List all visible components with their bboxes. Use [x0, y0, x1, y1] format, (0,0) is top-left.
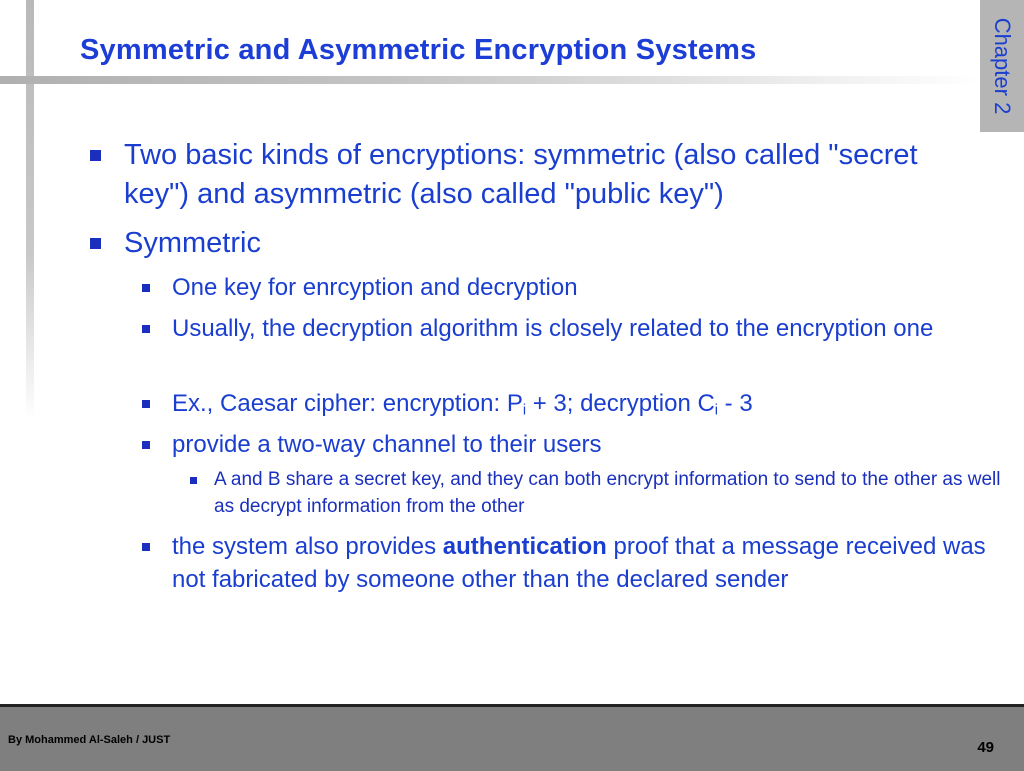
footer-author: By Mohammed Al-Saleh / JUST	[8, 734, 171, 746]
caesar-example-prefix: Ex., Caesar cipher: encryption: P	[172, 390, 523, 417]
bullet-square-icon	[142, 543, 150, 551]
sub-bullet-authentication	[172, 530, 992, 596]
slide-title: Symmetric and Asymmetric Encryption Systems	[80, 34, 757, 66]
sub-bullet-caesar-example	[172, 387, 992, 428]
bullet-square-icon	[142, 284, 150, 292]
sub-sub-bullet-share	[214, 466, 1004, 520]
caesar-example-subscript-c: i	[714, 402, 718, 419]
caesar-example-suffix: - 3	[718, 390, 753, 417]
bullet-kinds	[124, 136, 984, 214]
page-number: 49	[977, 739, 994, 756]
bullet-square-icon	[190, 477, 197, 484]
caesar-example-subscript-p: i	[522, 402, 527, 419]
sub-bullet-two-way-text: provide a two-way channel to their users	[172, 431, 602, 458]
auth-bold-term: authentication	[442, 533, 607, 560]
auth-prefix: the system also provides	[172, 533, 443, 560]
bullet-symmetric-text: Symmetric	[124, 227, 261, 259]
bullet-square-icon	[90, 150, 101, 161]
sub-bullet-one-key-text: One key for enrcyption and decryption	[172, 274, 578, 301]
caesar-example-mid: + 3; decryption C	[526, 390, 715, 417]
bullet-square-icon	[142, 325, 150, 333]
bullet-square-icon	[142, 400, 150, 408]
bullet-square-icon	[142, 441, 150, 449]
bullet-symmetric	[124, 224, 984, 263]
auth-suffix: proof that a message received was not fabricated by someone other than the declared sender	[172, 533, 986, 593]
footer	[0, 704, 1024, 771]
sub-bullet-one-key	[172, 271, 992, 304]
sub-bullet-usually-text: Usually, the decryption algorithm is closely related to the encryption one	[172, 315, 934, 342]
bullet-kinds-text: Two basic kinds of encryptions: symmetric (also called "secret key") and asymmetric (also called "public key")	[124, 139, 918, 210]
chapter-tab-label: Chapter 2	[990, 17, 1015, 115]
sub-bullet-usually	[172, 312, 992, 345]
sub-bullet-two-way	[172, 428, 992, 461]
sub-sub-bullet-share-text: A and B share a secret key, and they can both encrypt information to send to the other as well as decrypt information from the other	[214, 469, 1001, 517]
bullet-square-icon	[90, 238, 101, 249]
